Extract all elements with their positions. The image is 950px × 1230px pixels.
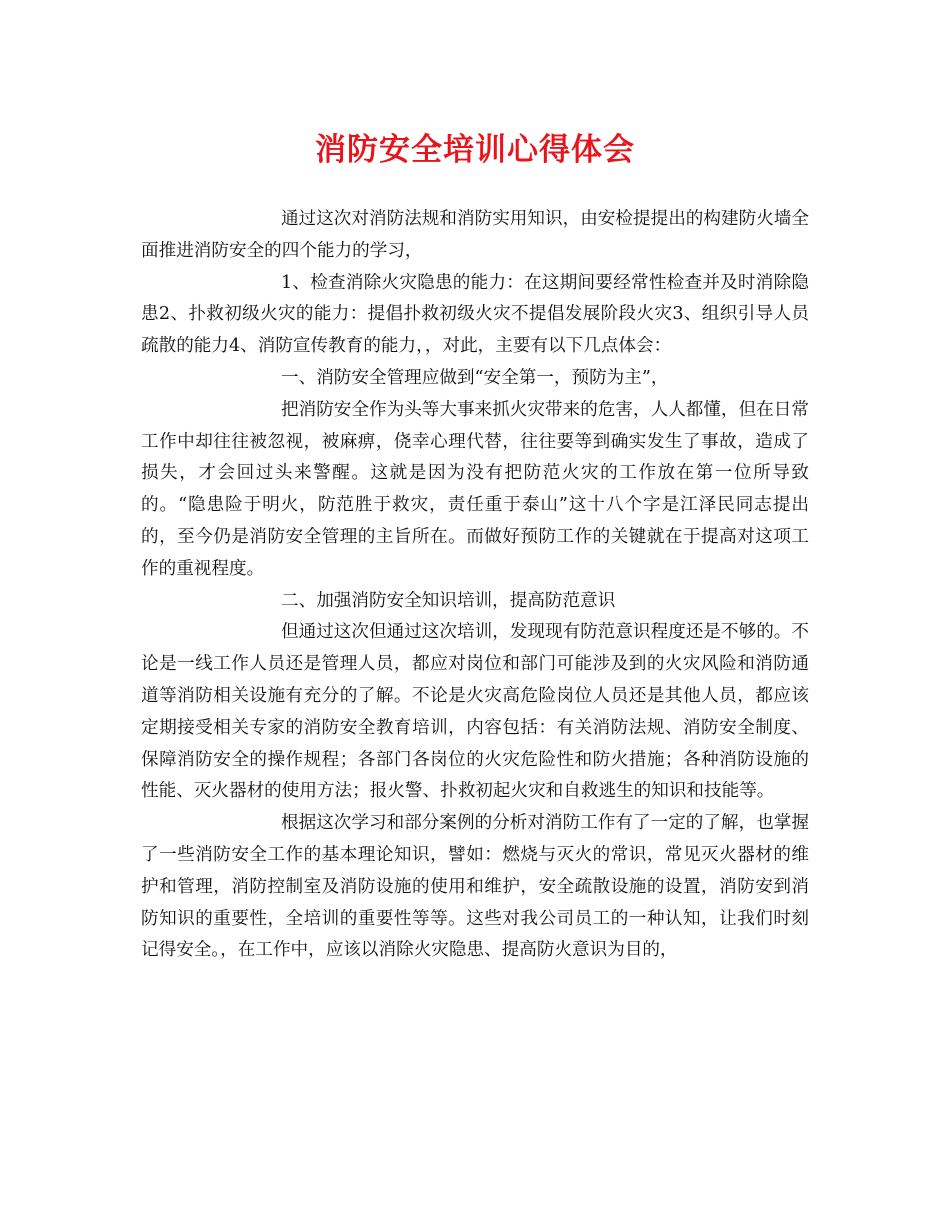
section-heading-one: 一、消防安全管理应做到“安全第一，预防为主”， <box>281 367 669 388</box>
paragraph-four-abilities: 1、检查消除火灾隐患的能力：在这期间要经常性检查并及时消除隐患2、扑救初级火灾的能力：提倡扑救初级火灾不提倡发展阶段火灾3、组织引导人员疏散的能力4、消防宣传教育的能力，，对此，主要有以下几点体会： <box>141 272 809 357</box>
paragraph-learning: 根据这次学习和部分案例的分析对消防工作有了一定的了解，也掌握了一些消防安全工作的基本理论知识，譬如：燃烧与灭火的常识，常见灭火器材的维护和管理，消防控制室及消防设施的使用和维护，安全疏散设施的设置，消防安到消防知识的重要性，全培训的重要性等等。这些对我公司员工的一种认知，让我们时刻记得安全。，在工作中，应该以消除火灾隐患、提高防火意识为目的， <box>141 813 809 961</box>
paragraph-safety-first: 把消防安全作为头等大事来抓火灾带来的危害，人人都懂，但在日常工作中却往往被忽视，被麻痹，侥幸心理代替，往往要等到确实发生了事故，造成了损失，才会回过头来警醒。这就是因为没有把防范火灾的工作放在第一位所导致的。“隐患险于明火，防范胜于救灾，责任重于泰山”这十八个字是江泽民同志提出的，至今仍是消防安全管理的主旨所在。而做好预防工作的关键就在于提高对这项工作的重视程度。 <box>141 399 809 579</box>
document-body <box>141 204 809 967</box>
paragraph-intro: 通过这次对消防法规和消防实用知识，由安检提提出的构建防火墙全面推进消防安全的四个能力的学习， <box>141 209 809 261</box>
paragraph-training: 但通过这次但通过这次培训，发现现有防范意识程度还是不够的。不论是一线工作人员还是管理人员，都应对岗位和部门可能涉及到的火灾风险和消防通道等消防相关设施有充分的了解。不论是火灾高危险岗位人员还是其他人员，都应该定期接受相关专家的消防安全教育培训，内容包括：有关消防法规、消防安全制度、保障消防安全的操作规程；各部门各岗位的火灾危险性和防火措施；各种消防设施的性能、灭火器材的使用方法；报火警、扑救初起火灾和自救逃生的知识和技能等。 <box>141 622 809 802</box>
section-heading-two: 二、加强消防安全知识培训，提高防范意识 <box>281 590 616 611</box>
document-title: 消防安全培训心得体会 <box>315 132 635 168</box>
